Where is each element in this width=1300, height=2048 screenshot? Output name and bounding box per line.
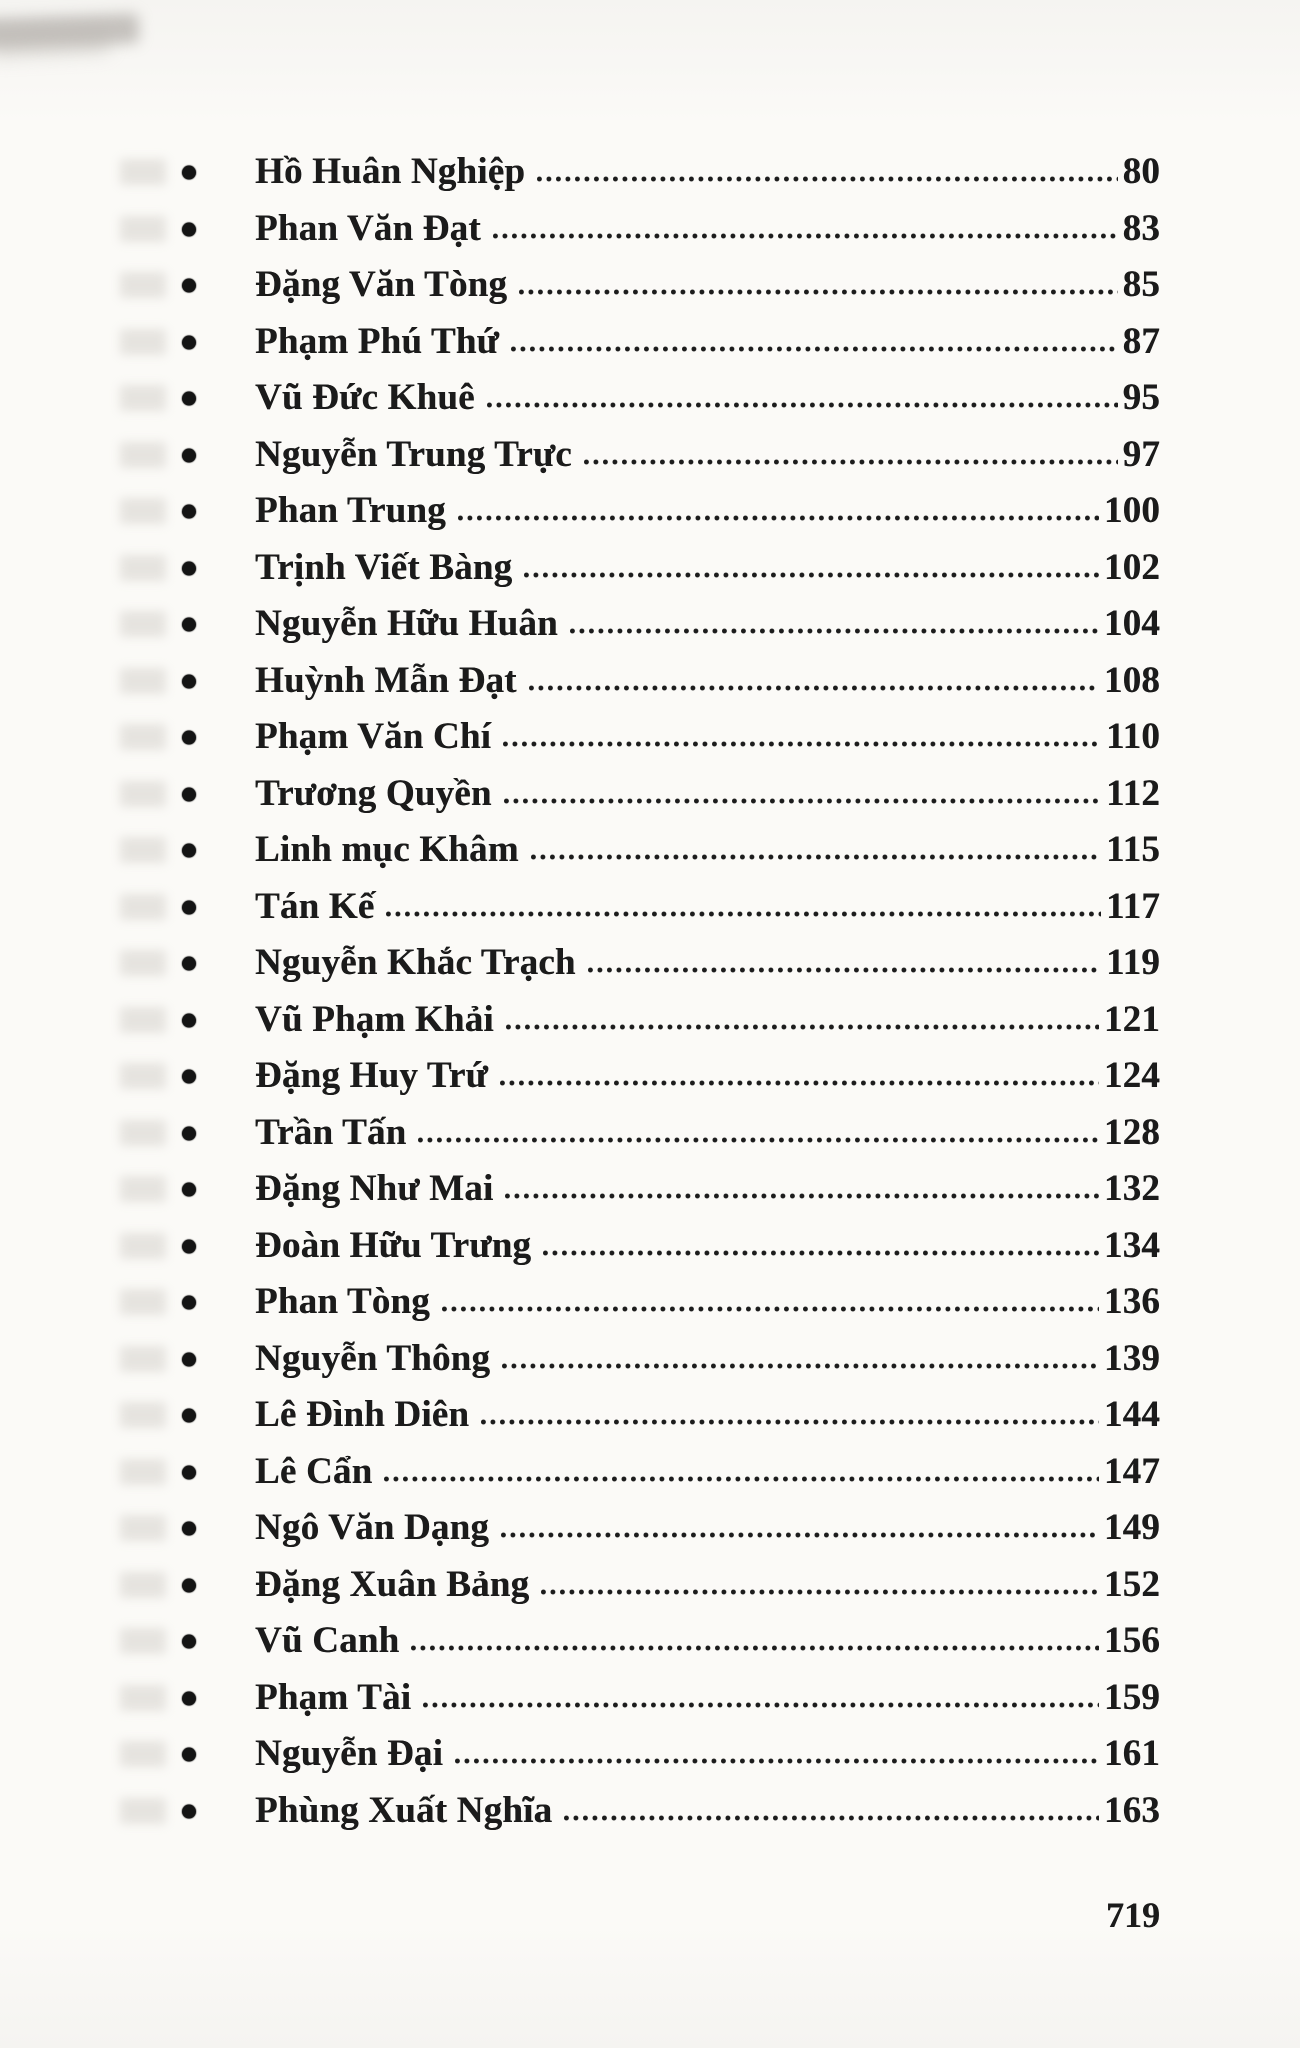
dot-leader-icon: [570, 627, 1099, 635]
bullet-icon: [182, 900, 196, 914]
dot-leader-icon: [511, 345, 1118, 353]
toc-row: [182, 992, 1160, 1049]
entry-name: Phan Trung: [255, 490, 446, 531]
bullet-icon: [182, 957, 196, 971]
bullet-icon: [182, 1239, 196, 1253]
bullet-icon: [182, 1635, 196, 1649]
entry-page-number: 112: [1105, 772, 1160, 814]
entry-name: Phạm Văn Chí: [255, 716, 492, 757]
dot-leader-icon: [487, 401, 1118, 409]
entry-name: Nguyễn Hữu Huân: [255, 603, 558, 644]
entry-name: Phạm Tài: [255, 1676, 412, 1718]
entry-page-number: 163: [1103, 1789, 1160, 1831]
toc-row: [182, 822, 1160, 879]
entry-name: Nguyễn Thông: [255, 1337, 491, 1379]
entry-page-number: 100: [1103, 490, 1160, 531]
entry-page-number: 83: [1122, 207, 1160, 249]
entry-page-number: 85: [1122, 264, 1160, 305]
bullet-icon: [182, 1296, 196, 1310]
bullet-icon: [182, 392, 196, 406]
bullet-icon: [182, 1070, 196, 1084]
entry-name: Phan Văn Đạt: [255, 207, 481, 249]
entry-name: Linh mục Khâm: [255, 829, 519, 870]
entry-name: Trương Quyền: [255, 772, 492, 814]
entry-name: Nguyễn Khắc Trạch: [255, 942, 576, 983]
entry-page-number: 156: [1103, 1620, 1160, 1661]
entry-page-number: 117: [1105, 885, 1160, 927]
bullet-icon: [182, 279, 196, 293]
bullet-icon: [182, 1013, 196, 1027]
entry-name: Phan Tòng: [255, 1281, 430, 1322]
entry-page-number: 87: [1122, 320, 1160, 362]
entry-name: Đặng Huy Trứ: [255, 1055, 488, 1096]
entry-name: Đoàn Hữu Trưng: [255, 1224, 532, 1266]
toc-row: [182, 1331, 1160, 1388]
toc-row: [182, 1274, 1160, 1331]
toc-row: [182, 1105, 1160, 1162]
dot-leader-icon: [537, 175, 1118, 183]
dot-leader-icon: [458, 514, 1099, 522]
entry-name: Đặng Xuân Bảng: [255, 1563, 530, 1605]
scan-artifact-smudge: [0, 13, 139, 49]
entry-page-number: 121: [1103, 998, 1160, 1040]
entry-name: Hồ Huân Nghiệp: [255, 151, 526, 192]
bullet-icon: [182, 1183, 196, 1197]
dot-leader-icon: [524, 571, 1099, 579]
entry-name: Vũ Phạm Khải: [255, 998, 494, 1040]
bullet-icon: [182, 561, 196, 575]
dot-leader-icon: [384, 1475, 1099, 1483]
bullet-icon: [182, 844, 196, 858]
entry-page-number: 159: [1103, 1676, 1160, 1718]
toc-row: [182, 1783, 1160, 1840]
entry-page-number: 80: [1122, 151, 1160, 192]
toc-row: [182, 935, 1160, 992]
entry-name: Phạm Phú Thứ: [255, 320, 499, 362]
entry-page-number: 147: [1103, 1450, 1160, 1492]
bullet-icon: [182, 222, 196, 236]
dot-leader-icon: [493, 232, 1118, 240]
entry-name: Đặng Như Mai: [255, 1168, 494, 1209]
dot-leader-icon: [519, 288, 1117, 296]
toc-row: [182, 1444, 1160, 1501]
toc-row: [182, 1557, 1160, 1614]
dot-leader-icon: [506, 1023, 1099, 1031]
dot-leader-icon: [411, 1644, 1099, 1652]
bullet-icon: [182, 448, 196, 462]
toc-row: [182, 766, 1160, 823]
entry-page-number: 134: [1103, 1224, 1160, 1266]
entry-page-number: 124: [1103, 1055, 1160, 1096]
entry-name: Đặng Văn Tòng: [255, 264, 508, 305]
dot-leader-icon: [501, 1531, 1099, 1539]
entry-page-number: 102: [1103, 546, 1160, 588]
toc-row: [182, 1048, 1160, 1105]
bullet-icon: [182, 618, 196, 632]
entry-page-number: 115: [1105, 829, 1160, 870]
entry-name: Vũ Đức Khuê: [255, 377, 475, 418]
dot-leader-icon: [541, 1588, 1099, 1596]
toc-row: [182, 427, 1160, 484]
bullet-icon: [182, 1691, 196, 1705]
toc-row: [182, 1613, 1160, 1670]
toc-row: [182, 1670, 1160, 1727]
entry-page-number: 104: [1103, 603, 1160, 644]
entry-page-number: 144: [1103, 1394, 1160, 1435]
entry-page-number: 149: [1103, 1507, 1160, 1548]
toc-row: [182, 201, 1160, 258]
entry-name: Tán Kế: [255, 885, 375, 927]
toc-row: [182, 596, 1160, 653]
dot-leader-icon: [588, 966, 1101, 974]
dot-leader-icon: [455, 1757, 1099, 1765]
entry-page-number: 95: [1122, 377, 1160, 418]
toc-row: [182, 879, 1160, 936]
entry-page-number: 152: [1103, 1563, 1160, 1605]
scan-artifact-smudge: [0, 31, 110, 59]
dot-leader-icon: [386, 910, 1101, 918]
toc-row: [182, 257, 1160, 314]
entry-page-number: 97: [1122, 433, 1160, 475]
dot-leader-icon: [500, 1079, 1099, 1087]
dot-leader-icon: [481, 1418, 1099, 1426]
toc-row: [182, 709, 1160, 766]
dot-leader-icon: [529, 684, 1099, 692]
footer-page-number: 719: [1106, 1895, 1160, 1935]
toc-row: [182, 483, 1160, 540]
entry-name: Nguyễn Trung Trực: [255, 433, 572, 475]
entry-page-number: 136: [1103, 1281, 1160, 1322]
entry-name: Lê Cẩn: [255, 1450, 373, 1492]
entry-page-number: 119: [1105, 942, 1160, 983]
entry-page-number: 110: [1105, 716, 1160, 757]
toc-list: [182, 144, 1160, 1839]
bullet-icon: [182, 1465, 196, 1479]
bullet-icon: [182, 787, 196, 801]
toc-row: [182, 653, 1160, 710]
toc-row: [182, 370, 1160, 427]
bullet-icon: [182, 1748, 196, 1762]
entry-page-number: 139: [1103, 1337, 1160, 1379]
entry-page-number: 161: [1103, 1733, 1160, 1774]
entry-page-number: 132: [1103, 1168, 1160, 1209]
entry-name: Ngô Văn Dạng: [255, 1507, 490, 1548]
entry-name: Trịnh Viết Bàng: [255, 546, 513, 588]
toc-row: [182, 1500, 1160, 1557]
dot-leader-icon: [531, 853, 1101, 861]
bullet-icon: [182, 1409, 196, 1423]
bullet-icon: [182, 166, 196, 180]
toc-row: [182, 1161, 1160, 1218]
toc-row: [182, 1726, 1160, 1783]
dot-leader-icon: [423, 1701, 1099, 1709]
dot-leader-icon: [584, 458, 1118, 466]
entry-name: Trần Tấn: [255, 1111, 407, 1153]
bullet-icon: [182, 674, 196, 688]
toc-row: [182, 540, 1160, 597]
entry-page-number: 108: [1103, 659, 1160, 701]
dot-leader-icon: [505, 1192, 1098, 1200]
bullet-icon: [182, 335, 196, 349]
entry-name: Lê Đình Diên: [255, 1394, 470, 1435]
dot-leader-icon: [543, 1249, 1099, 1257]
entry-name: Nguyễn Đại: [255, 1733, 444, 1774]
entry-name: Huỳnh Mẫn Đạt: [255, 659, 517, 701]
toc-row: [182, 314, 1160, 371]
dot-leader-icon: [418, 1136, 1099, 1144]
entry-name: Phùng Xuất Nghĩa: [255, 1789, 553, 1831]
toc-row: [182, 1218, 1160, 1275]
dot-leader-icon: [504, 797, 1101, 805]
bullet-icon: [182, 1126, 196, 1140]
entry-name: Vũ Canh: [255, 1620, 400, 1661]
bullet-icon: [182, 731, 196, 745]
bullet-icon: [182, 1804, 196, 1818]
bullet-icon: [182, 505, 196, 519]
toc-row: [182, 1387, 1160, 1444]
dot-leader-icon: [564, 1814, 1099, 1822]
dot-leader-icon: [503, 740, 1101, 748]
bullet-icon: [182, 1522, 196, 1536]
bullet-icon: [182, 1352, 196, 1366]
toc-row: [182, 144, 1160, 201]
entry-page-number: 128: [1103, 1111, 1160, 1153]
dot-leader-icon: [442, 1305, 1099, 1313]
bullet-icon: [182, 1578, 196, 1592]
dot-leader-icon: [502, 1362, 1099, 1370]
